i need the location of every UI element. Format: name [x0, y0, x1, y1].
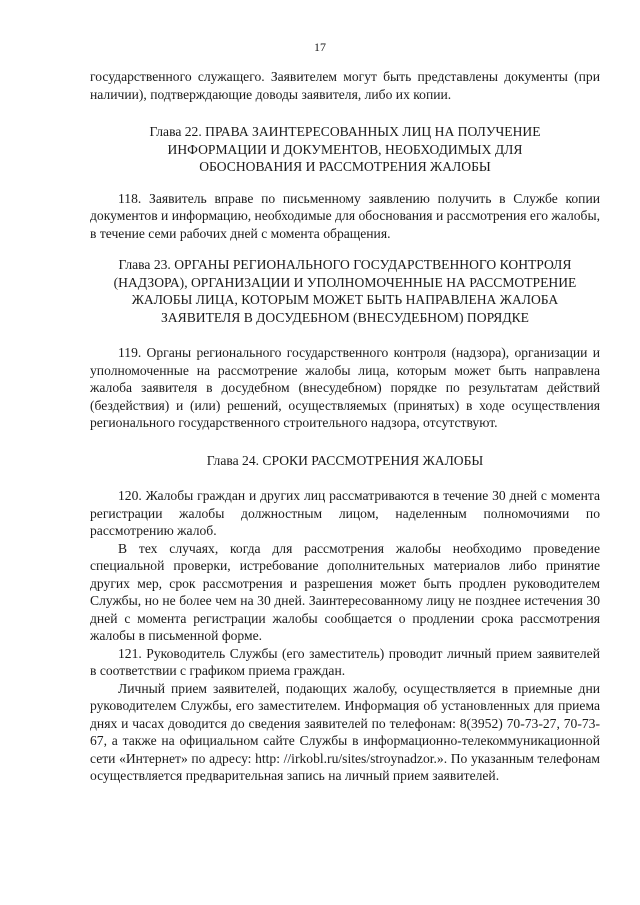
paragraph-118: 118. Заявитель вправе по письменному заявлению получить в Службе копии документов и информацию, необходимые для обоснования и рассмотрения его жалобы, в течение семи рабочих дней с момента обращения. — [90, 190, 600, 241]
chapter-24-heading: Глава 24. СРОКИ РАССМОТРЕНИЯ ЖАЛОБЫ — [206, 452, 484, 468]
document-body — [90, 68, 600, 785]
paragraph-119: 119. Органы регионального государственного контроля (надзора), организации и уполномоченные на рассмотрение жалобы лица, которым может быть направлена жалоба заявителя в досудебном (внесудебном) порядке по результатам действий (бездействия) и (или) решений, осуществляемых (принятых) в ходе осуществления регионального государственного строительного надзора, отсутствуют. — [90, 345, 600, 430]
page-number: 17 — [314, 40, 326, 54]
paragraph-120: 120. Жалобы граждан и других лиц рассматриваются в течение 30 дней с момента регистрации жалобы должностным лицом, наделенным полномочиями по рассмотрению жалоб. — [90, 488, 600, 538]
intro-paragraph: государственного служащего. Заявителем могут быть представлены документы (при наличии), подтверждающие доводы заявителя, либо их копии. — [90, 69, 600, 102]
paragraph-121: 121. Руководитель Службы (его заместитель) проводит личный прием заявителей в соответствии с графиком приема граждан. — [90, 645, 600, 678]
paragraph-120-extension: В тех случаях, когда для рассмотрения жалобы необходимо проведение специальной проверки, истребование дополнительных материалов либо принятие других мер, срок рассмотрения и разрешения может быть продлен руководителем Службы, но не более чем на 30 дней. Заинтересованному лицу не позднее истечения 30 дней с момента регистрации жалобы сообщается о продлении срока рассмотрения жалобы в письменной форме. — [90, 540, 600, 643]
paragraph-121-reception: Личный прием заявителей, подающих жалобу, осуществляется в приемные дни руководителем Службы, его заместителем. Информация об установленных для приема днях и часах доводится до сведения заявителей по телефонам: 8(3952) 70-73-27, 70-73-67, а также на официальном сайте Службы в информационно-телекоммуникационной сети «Интернет» по адресу: http: //irkobl.ru/sites/stroynadzor.». По указанным телефонам осуществляется предварительная запись на личный прием заявителей. — [90, 680, 600, 783]
chapter-22-heading: Глава 22. ПРАВА ЗАИНТЕРЕСОВАННЫХ ЛИЦ НА ПОЛУЧЕНИЕ ИНФОРМАЦИИ И ДОКУМЕНТОВ, НЕОБХОДИМЫХ ДЛЯ ОБОСНОВАНИЯ И РАССМОТРЕНИЯ ЖАЛОБЫ — [149, 124, 541, 174]
chapter-23-heading: Глава 23. ОРГАНЫ РЕГИОНАЛЬНОГО ГОСУДАРСТВЕННОГО КОНТРОЛЯ (НАДЗОРА), ОРГАНИЗАЦИИ И УПОЛНОМОЧЕННЫЕ НА РАССМОТРЕНИЕ ЖАЛОБЫ ЛИЦА, КОТОРЫМ МОЖЕТ БЫТЬ НАПРАВЛЕНА ЖАЛОБА ЗАЯВИТЕЛЯ В ДОСУДЕБНОМ (ВНЕСУДЕБНОМ) ПОРЯДКЕ — [113, 257, 577, 325]
